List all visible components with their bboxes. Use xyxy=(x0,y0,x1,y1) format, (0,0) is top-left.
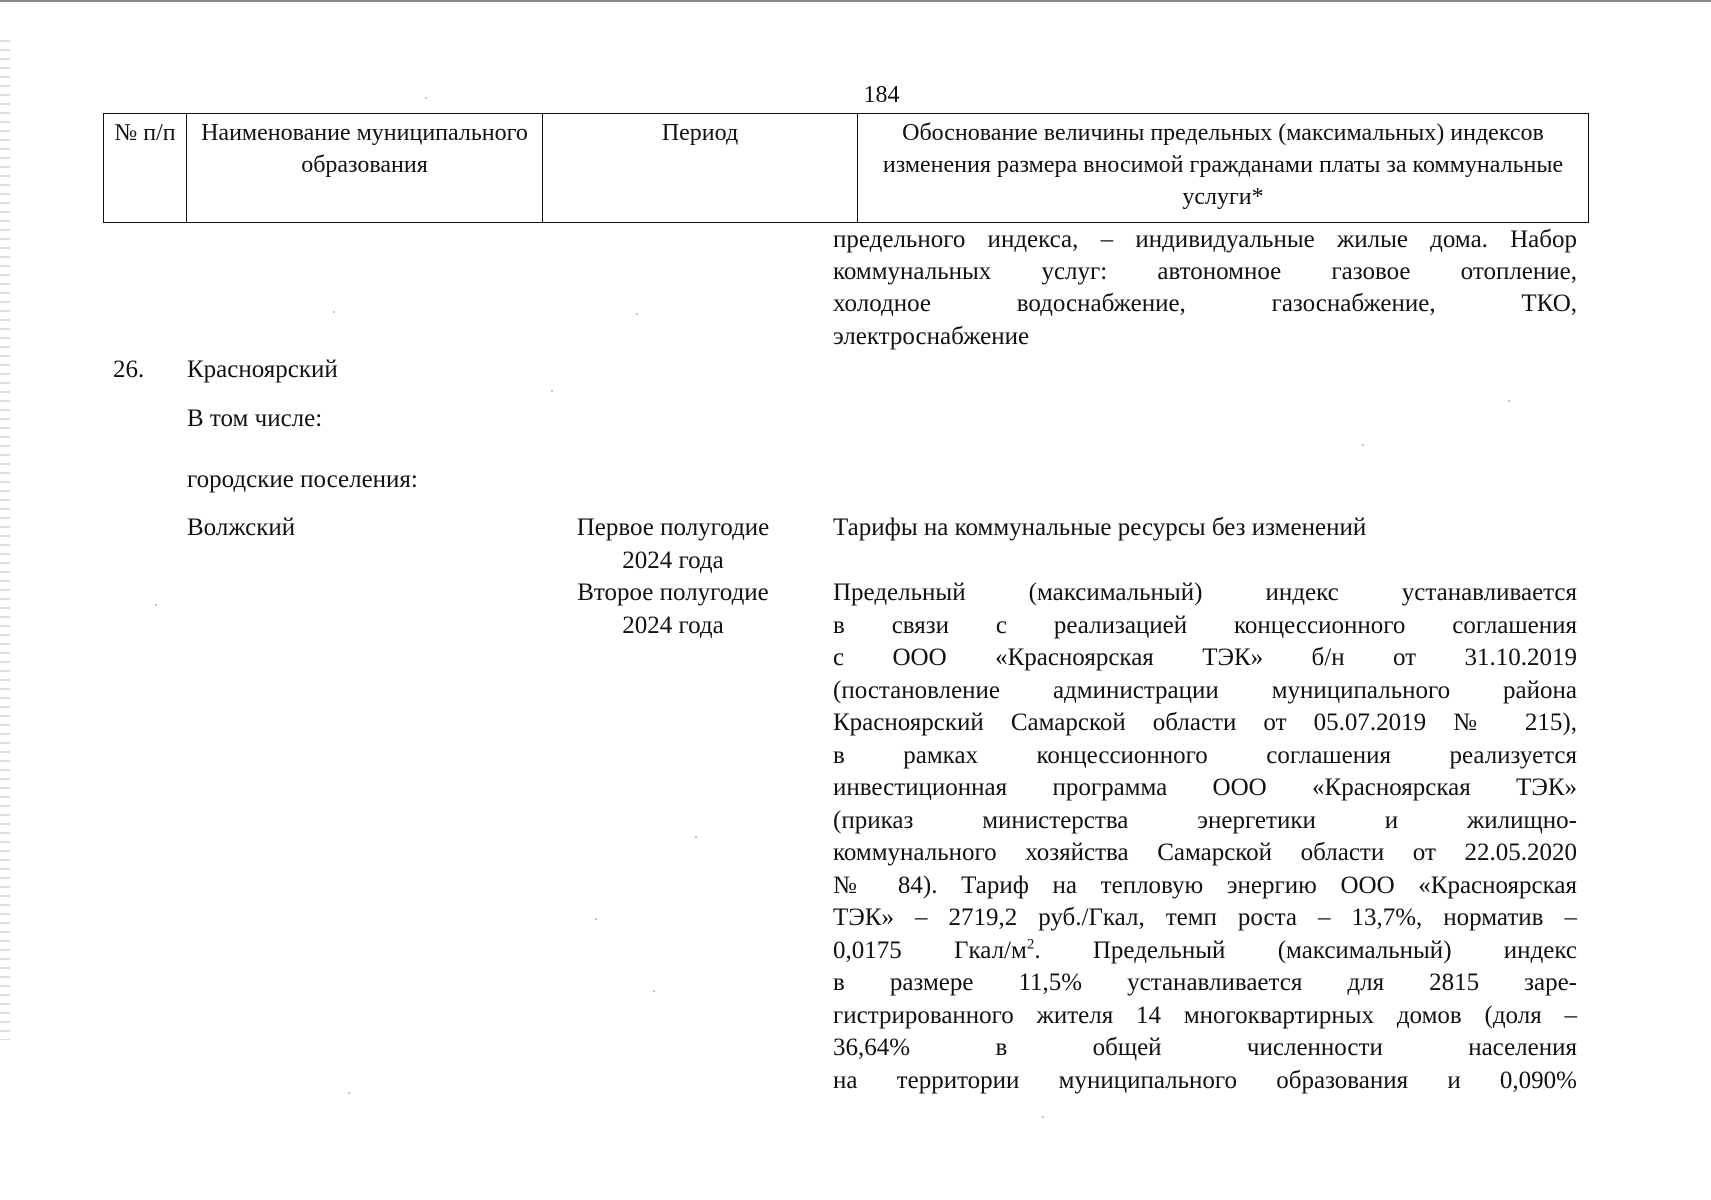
justification-line: инвестиционная программа ООО «Красноярская ТЭК» xyxy=(833,774,1577,801)
scan-speck xyxy=(333,311,335,313)
scan-speck xyxy=(348,1092,350,1094)
urban-settlements-label: городские поселения: xyxy=(187,466,418,493)
table-header xyxy=(103,113,1589,223)
scan-speck xyxy=(1508,400,1510,402)
justification-line: № 84). Тариф на тепловую энергию ООО «Красноярская xyxy=(833,872,1577,899)
justification-line: 36,64% в общей численности населения xyxy=(833,1034,1577,1061)
scan-speck xyxy=(1362,444,1364,446)
row-number: 26. xyxy=(113,356,145,383)
page-number: 184 xyxy=(863,82,900,108)
justification-line: ТЭК» – 2719,2 руб./Гкал, темп роста – 13,7%, норматив – xyxy=(833,904,1577,931)
justification-line: на территории муниципального образования и 0,090% xyxy=(833,1067,1577,1094)
justification-line: (постановление администрации муниципального района xyxy=(833,677,1577,704)
norm-after-text: . Предельный (максимальный) индекс xyxy=(1034,937,1577,964)
municipality-name: Красноярский xyxy=(187,356,338,383)
header-period-cell: Период xyxy=(543,114,858,223)
period-second-half-line1: Второе полугодие xyxy=(577,579,769,606)
justification-line: Предельный (максимальный) индекс устанавливается xyxy=(833,579,1577,606)
justification-line-norm xyxy=(833,935,1577,968)
scan-speck xyxy=(425,97,427,99)
scan-speck xyxy=(155,604,157,606)
scan-speck xyxy=(595,918,597,920)
scan-left-edge-artifact xyxy=(0,40,10,1040)
justification-line: гистрированного жителя 14 многоквартирных домов (доля – xyxy=(833,1002,1577,1029)
justification-line: Красноярский Самарской области от 05.07.2019 № 215), xyxy=(833,709,1577,736)
continuation-line: электроснабжение xyxy=(833,323,1030,350)
norm-superscript: 2 xyxy=(1026,936,1035,953)
continuation-line: холодное водоснабжение, газоснабжение, ТКО, xyxy=(833,290,1577,317)
scan-speck xyxy=(1042,1116,1044,1118)
justification-line: (приказ министерства энергетики и жилищно- xyxy=(833,807,1577,834)
justification-line: в размере 11,5% устанавливается для 2815 заре- xyxy=(833,969,1577,996)
justification-line: коммунального хозяйства Самарской области от 22.05.2020 xyxy=(833,839,1577,866)
header-justification-cell: Обоснование величины предельных (максимальных) индексов изменения размера вносимой гражданами платы за коммунальные услуги* xyxy=(858,114,1589,223)
scan-speck xyxy=(653,990,655,992)
justification-line: в связи с реализацией концессионного соглашения xyxy=(833,612,1577,639)
scan-speck xyxy=(636,313,638,315)
justification-line: в рамках концессионного соглашения реализуется xyxy=(833,742,1577,769)
scan-top-border xyxy=(0,0,1711,2)
scan-speck xyxy=(551,390,553,392)
scan-speck xyxy=(695,836,697,838)
period-first-half-line1: Первое полугодие xyxy=(576,514,770,541)
continuation-line: коммунальных услуг: автономное газовое отопление, xyxy=(833,258,1577,285)
continuation-line: предельного индекса, – индивидуальные жилые дома. Набор xyxy=(833,226,1577,253)
period-second-half-line2: 2024 года xyxy=(622,612,724,639)
header-name-cell: Наименование муниципального образования xyxy=(187,114,543,223)
header-number-cell: № п/п xyxy=(104,114,187,223)
period-first-half-line2: 2024 года xyxy=(622,547,724,574)
including-label: В том числе: xyxy=(187,405,323,432)
justification-line: с ООО «Красноярская ТЭК» б/н от 31.10.2019 xyxy=(833,644,1577,671)
norm-value-text: 0,0175 Гкал/м xyxy=(833,937,1027,964)
settlement-name: Волжский xyxy=(187,514,296,541)
justification-first-half: Тарифы на коммунальные ресурсы без изменений xyxy=(833,514,1367,541)
